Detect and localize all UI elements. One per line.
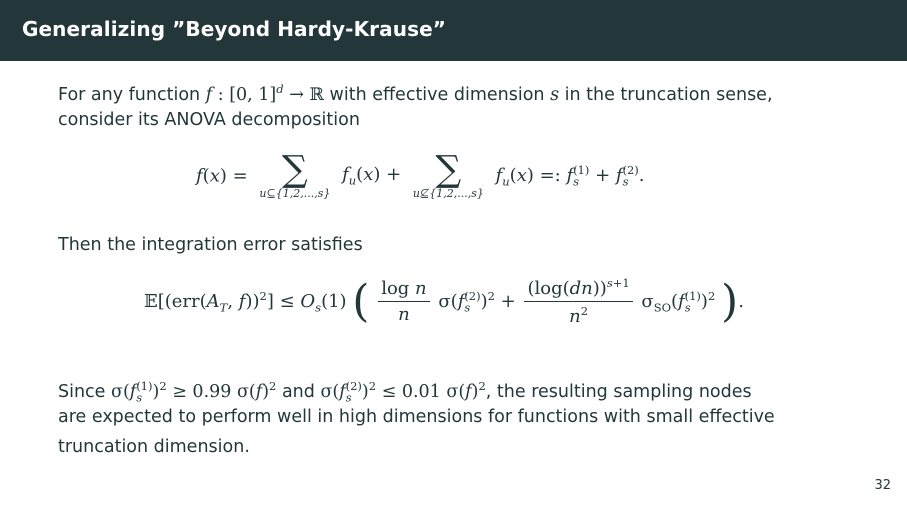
slide-title: Generalizing ”Beyond Hardy-Krause” <box>22 17 446 41</box>
log-dn-fraction: $\frac{(\log(dn))^{s+1}}{n^2}$ <box>524 276 632 327</box>
sum-nonsubset-index: u⊈{1,2,...,s} <box>412 187 484 200</box>
page-number: 32 <box>874 478 891 493</box>
error-intro: Then the integration error satisfies <box>58 235 363 255</box>
intro-text-b: with effective dimension <box>323 84 551 105</box>
conclusion-line-2: are expected to perform well in high dimensions for functions with small effective <box>58 407 775 427</box>
conclusion-text-a: , the resulting sampling nodes <box>485 381 752 402</box>
conclusion-line-1: Since $\sigma(f_s^{(1)})^2 \ge 0.99$ $\sigma(f)^2$ and $\sigma(f_s^{(2)})^2 \le 0.01$ $\sigma(f)^2$, the resulting sampling nodes <box>58 379 752 405</box>
slide-header <box>0 0 907 61</box>
conclusion-line-3: truncation dimension. <box>58 437 250 457</box>
since-text: Since <box>58 381 112 402</box>
anova-equation: f(x) = ∑ u⊆{1,2,...,s} $f_u(x)$ + ∑ u⊈{1,2,...,s} $f_u(x)$ =: $f_s^{(1)} + f_s^{(2)}$. <box>196 149 645 200</box>
function-symbol: f <box>205 84 213 105</box>
and-text: and <box>276 381 321 402</box>
intro-text-a: For any function <box>58 84 206 105</box>
sum-subset: ∑ u⊆{1,2,...,s} <box>259 149 331 200</box>
error-bound-equation: $𝔼[(err(A_T$, $f))^2] \le O_s(1)$ ( $\frac{\text{log n}}{n}$ $\sigma(f_s^{(2)})^2$ + $\frac{(\log(dn))^{s+1}}{n^2}$ $\sigma_{SO}(f_s^{(1)})^2$ ). <box>144 276 744 327</box>
domain-text: : [0, 1]$^d$ → ℝ <box>212 82 324 105</box>
log-n-fraction: $\frac{\text{log n}}{n}$ <box>378 278 429 325</box>
dimension-symbol: s <box>550 84 560 105</box>
sum-subset-index: u⊆{1,2,...,s} <box>259 187 331 200</box>
sum-nonsubset: ∑ u⊈{1,2,...,s} <box>412 149 484 200</box>
intro-line-2: consider its ANOVA decomposition <box>58 110 360 130</box>
intro-text-c: in the truncation sense, <box>559 84 773 105</box>
